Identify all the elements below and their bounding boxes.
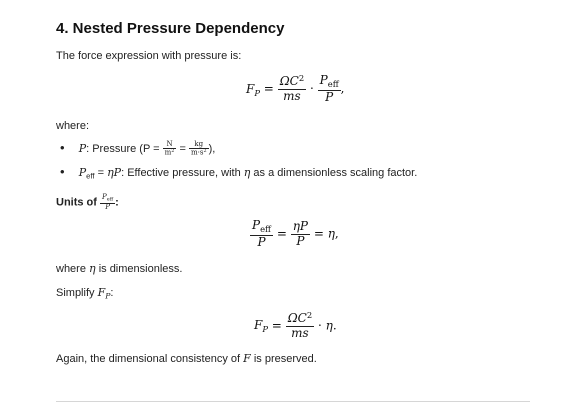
bullet-dot: • xyxy=(60,164,65,179)
fraction-omega-c2-over-ms: $\frac{\Omega C^2}{ms}$ xyxy=(279,73,305,104)
fraction-omega-c2-over-ms-2: $\frac{\Omega C^2}{ms}$ xyxy=(287,310,313,340)
divider xyxy=(56,401,530,402)
fraction-etap-over-p: $\frac{\eta P}{P}$ xyxy=(292,218,308,248)
fraction-peff-over-p-small: $\frac{P_{eff}}{P}$ xyxy=(102,193,114,211)
fraction-kg-over-ms2: $\frac{kg}{m\cdot s^2}$ xyxy=(190,140,207,157)
simplify-label: Simplify $F_P$: xyxy=(56,286,114,301)
bullet-pressure: • P: Pressure (P = $\frac{N}{m^2}$ = $\frac{kg}{m\cdot s^2}$ ), xyxy=(60,140,216,157)
force-symbol: $F_P$ xyxy=(246,81,260,98)
simplified-force-equation: $F_P$ = $\frac{\Omega C^2}{ms}$ · η. xyxy=(254,310,337,340)
section-title: 4. Nested Pressure Dependency xyxy=(56,20,285,37)
fraction-peff-over-p: $\frac{P_{eff}}{P}$ xyxy=(319,73,339,104)
fraction-n-over-m2: $\frac{N}{m^2}$ xyxy=(164,140,175,157)
where-label: where: xyxy=(56,120,90,132)
units-heading: Units of $\frac{P_{eff}}{P}$ : xyxy=(56,193,119,211)
ratio-equation: $\frac{P_{eff}}{P}$ = $\frac{\eta P}{P}$ = η, xyxy=(252,218,339,249)
bullet-effective-pressure: • $P_{eff} = \eta P$: Effective pressure, with η as a dimensionless scaling factor. xyxy=(60,164,418,181)
bullet-dot: • xyxy=(60,140,65,155)
intro-text: The force expression with pressure is: xyxy=(56,50,242,62)
force-equation: $F_P$ = $\frac{\Omega C^2}{ms}$ · $\frac{P_{eff}}{P}$ , xyxy=(246,73,345,104)
fraction-peff-over-p-2: $\frac{P_{eff}}{P}$ xyxy=(252,218,271,249)
conclusion-text: Again, the dimensional consistency of F is preserved. xyxy=(56,352,317,365)
dimensionless-note: where η is dimensionless. xyxy=(56,262,183,275)
